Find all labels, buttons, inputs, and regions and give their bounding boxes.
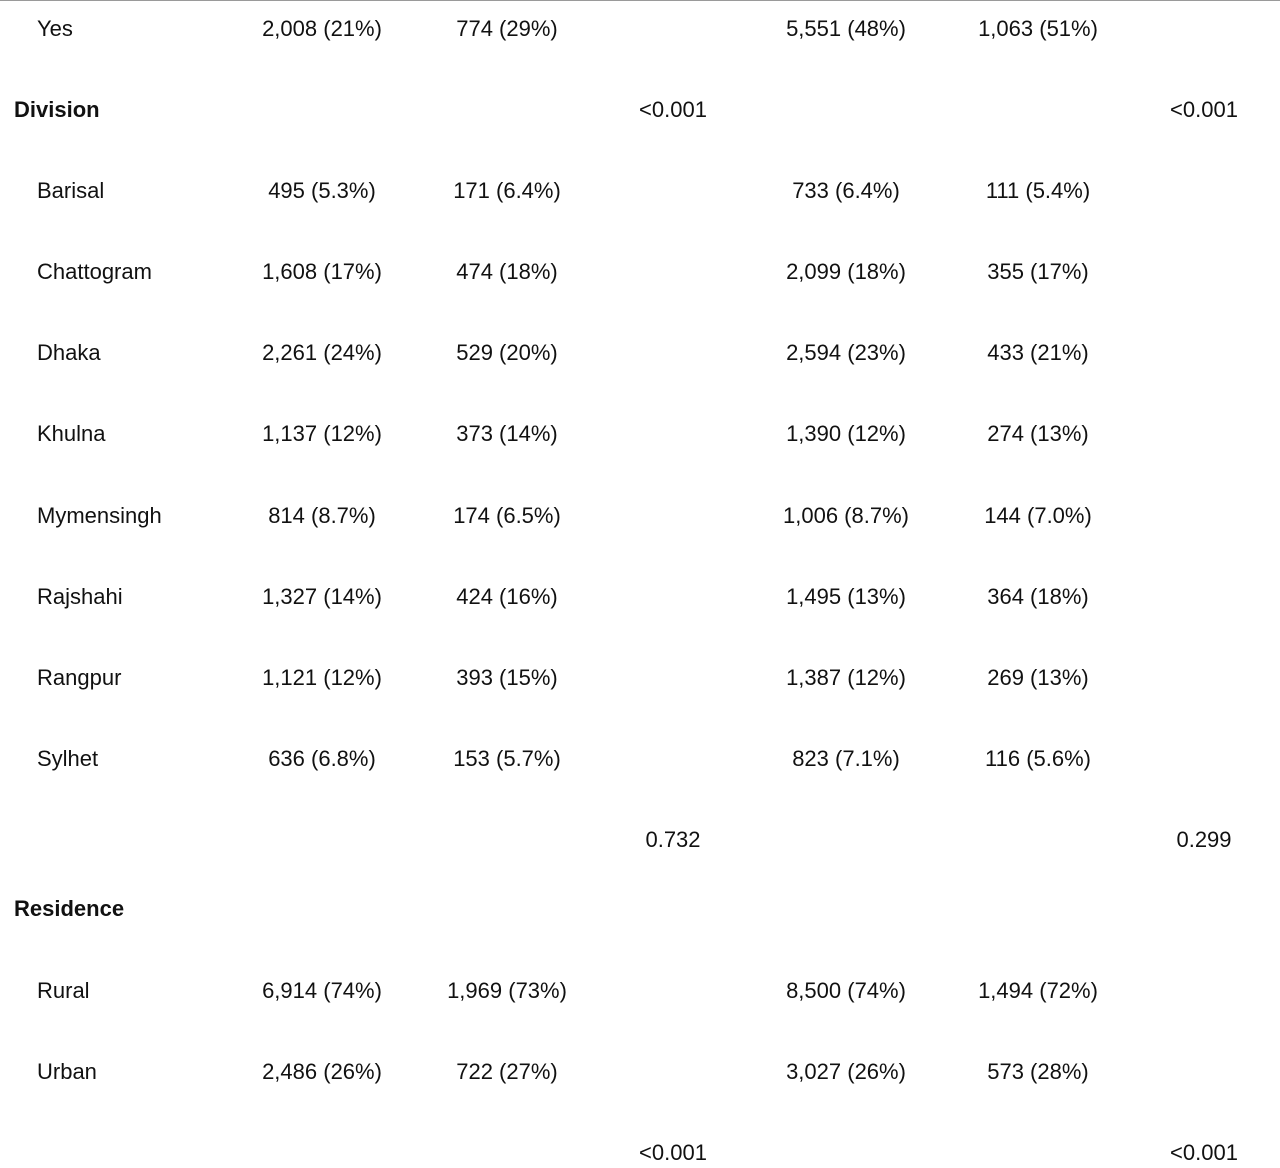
p-value-cell: <0.001 [639,1140,707,1165]
count-cell: 529 (20%) [456,340,558,365]
count-cell: 814 (8.7%) [268,503,376,528]
row-label: Chattogram [37,259,152,284]
count-cell: 116 (5.6%) [985,746,1091,771]
section-header-row [0,894,1280,924]
count-cell: 495 (5.3%) [268,178,376,203]
row-label: Dhaka [37,340,101,365]
count-cell: 2,008 (21%) [262,16,382,41]
count-cell: 1,006 (8.7%) [783,503,909,528]
table-row [0,338,1280,368]
count-cell: 364 (18%) [987,584,1089,609]
table-row [0,176,1280,206]
p-value-cell: <0.001 [1170,1140,1238,1165]
row-label: Yes [37,16,73,41]
p-value-cell: 0.299 [1176,827,1232,852]
table-row [0,419,1280,449]
count-cell: 2,099 (18%) [786,259,906,284]
count-cell: 2,486 (26%) [262,1059,382,1084]
table-row [0,663,1280,693]
count-cell: 2,261 (24%) [262,340,382,365]
count-cell: 6,914 (74%) [262,978,382,1003]
table-row [0,744,1280,774]
count-cell: 269 (13%) [987,665,1089,690]
table-row [0,976,1280,1006]
row-label: Mymensingh [37,503,162,528]
row-label: Rajshahi [37,584,123,609]
table-row [0,582,1280,612]
count-cell: 1,387 (12%) [786,665,906,690]
count-cell: 373 (14%) [456,421,558,446]
p-value-row [0,1138,1280,1168]
table-row [0,14,1280,44]
count-cell: 433 (21%) [987,340,1089,365]
section-header-row [0,95,1280,125]
count-cell: 174 (6.5%) [453,503,561,528]
p-value-cell: <0.001 [639,97,707,122]
count-cell: 722 (27%) [456,1059,558,1084]
count-cell: 5,551 (48%) [786,16,906,41]
count-cell: 1,327 (14%) [262,584,382,609]
count-cell: 1,495 (13%) [786,584,906,609]
row-label: Khulna [37,421,106,446]
count-cell: 636 (6.8%) [268,746,376,771]
p-value-cell: 0.732 [645,827,701,852]
row-label: Barisal [37,178,105,203]
count-cell: 1,137 (12%) [262,421,382,446]
table-row [0,257,1280,287]
count-cell: 424 (16%) [456,584,558,609]
count-cell: 1,494 (72%) [978,978,1098,1003]
count-cell: 823 (7.1%) [792,746,900,771]
row-label: Urban [37,1059,97,1084]
count-cell: 274 (13%) [987,421,1089,446]
count-cell: 355 (17%) [987,259,1089,284]
count-cell: 1,390 (12%) [786,421,906,446]
count-cell: 1,969 (73%) [447,978,567,1003]
section-label: Residence [14,896,125,921]
count-cell: 573 (28%) [987,1059,1089,1084]
count-cell: 774 (29%) [456,16,558,41]
table-row [0,501,1280,531]
row-label: Sylhet [37,746,99,771]
table-row [0,1057,1280,1087]
count-cell: 171 (6.4%) [453,178,561,203]
count-cell: 153 (5.7%) [453,746,561,771]
count-cell: 393 (15%) [456,665,558,690]
count-cell: 1,063 (51%) [978,16,1098,41]
count-cell: 1,121 (12%) [262,665,382,690]
count-cell: 3,027 (26%) [786,1059,906,1084]
section-label: Division [14,97,100,122]
p-value-cell: <0.001 [1170,97,1238,122]
p-value-row [0,825,1280,855]
count-cell: 474 (18%) [456,259,558,284]
count-cell: 111 (5.4%) [985,178,1091,203]
count-cell: 8,500 (74%) [786,978,906,1003]
row-label: Rangpur [37,665,122,690]
count-cell: 1,608 (17%) [262,259,382,284]
count-cell: 2,594 (23%) [786,340,906,365]
table-top-rule [0,0,1280,1]
count-cell: 144 (7.0%) [984,503,1092,528]
row-label: Rural [37,978,90,1003]
count-cell: 733 (6.4%) [792,178,900,203]
